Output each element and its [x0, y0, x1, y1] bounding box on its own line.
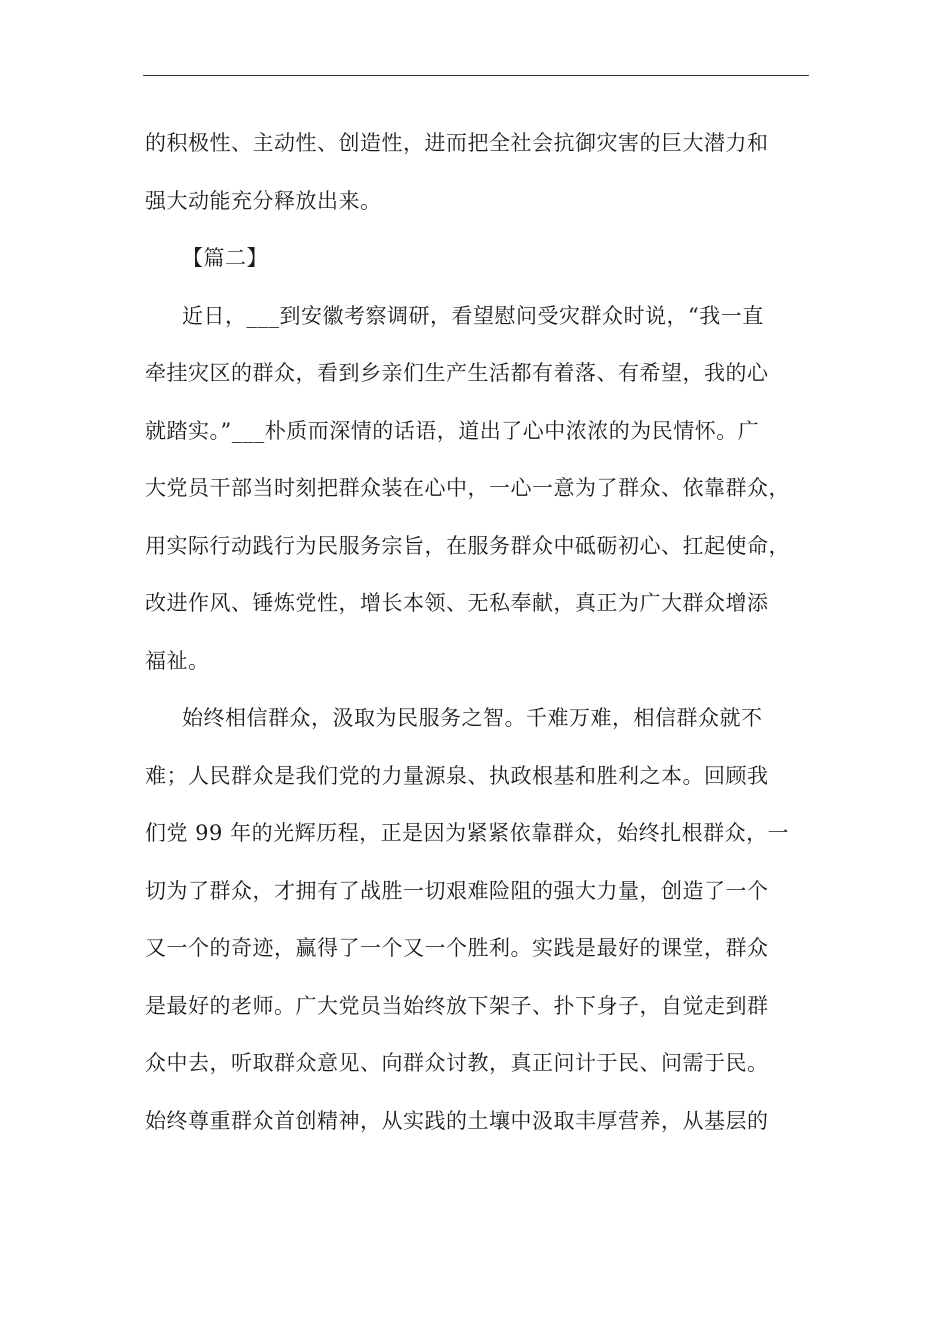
- text-line: 切为了群众，才拥有了战胜一切艰难险阻的强大力量，创造了一个: [145, 879, 769, 903]
- text-line: 就踏实。”___朴质而深情的话语，道出了心中浓浓的为民情怀。广: [145, 419, 760, 443]
- text-line: 又一个的奇迹，赢得了一个又一个胜利。实践是最好的课堂，群众: [145, 936, 769, 960]
- text-line: 的积极性、主动性、创造性，进而把全社会抗御灾害的巨大潜力和: [145, 131, 769, 155]
- text-line: 们党 99 年的光辉历程，正是因为紧紧依靠群众，始终扎根群众，一: [145, 821, 790, 845]
- text-line: 福祉。: [145, 649, 210, 673]
- text-line: 难；人民群众是我们党的力量源泉、执政根基和胜利之本。回顾我: [145, 764, 769, 788]
- section-heading: 【篇二】: [182, 246, 268, 270]
- text-line: 用实际行动践行为民服务宗旨，在服务群众中砥砺初心、扛起使命，: [145, 534, 790, 558]
- text-line: 强大动能充分释放出来。: [145, 189, 382, 213]
- paragraph-start-line: 近日，___到安徽考察调研，看望慰问受灾群众时说，“我一直: [182, 304, 764, 328]
- text-line: 牵挂灾区的群众，看到乡亲们生产生活都有着落、有希望，我的心: [145, 361, 769, 385]
- text-line: 众中去，听取群众意见、向群众讨教，真正问计于民、问需于民。: [145, 1051, 769, 1075]
- paragraph-start-line: 始终相信群众，汲取为民服务之智。千难万难，相信群众就不: [182, 706, 763, 730]
- text-line: 是最好的老师。广大党员当始终放下架子、扑下身子，自觉走到群: [145, 994, 769, 1018]
- text-line: 大党员干部当时刻把群众装在心中，一心一意为了群众、依靠群众，: [145, 476, 790, 500]
- header-rule: [143, 75, 809, 76]
- text-line: 改进作风、锤炼党性，增长本领、无私奉献，真正为广大群众增添: [145, 591, 769, 615]
- text-line: 始终尊重群众首创精神，从实践的土壤中汲取丰厚营养，从基层的: [145, 1109, 769, 1133]
